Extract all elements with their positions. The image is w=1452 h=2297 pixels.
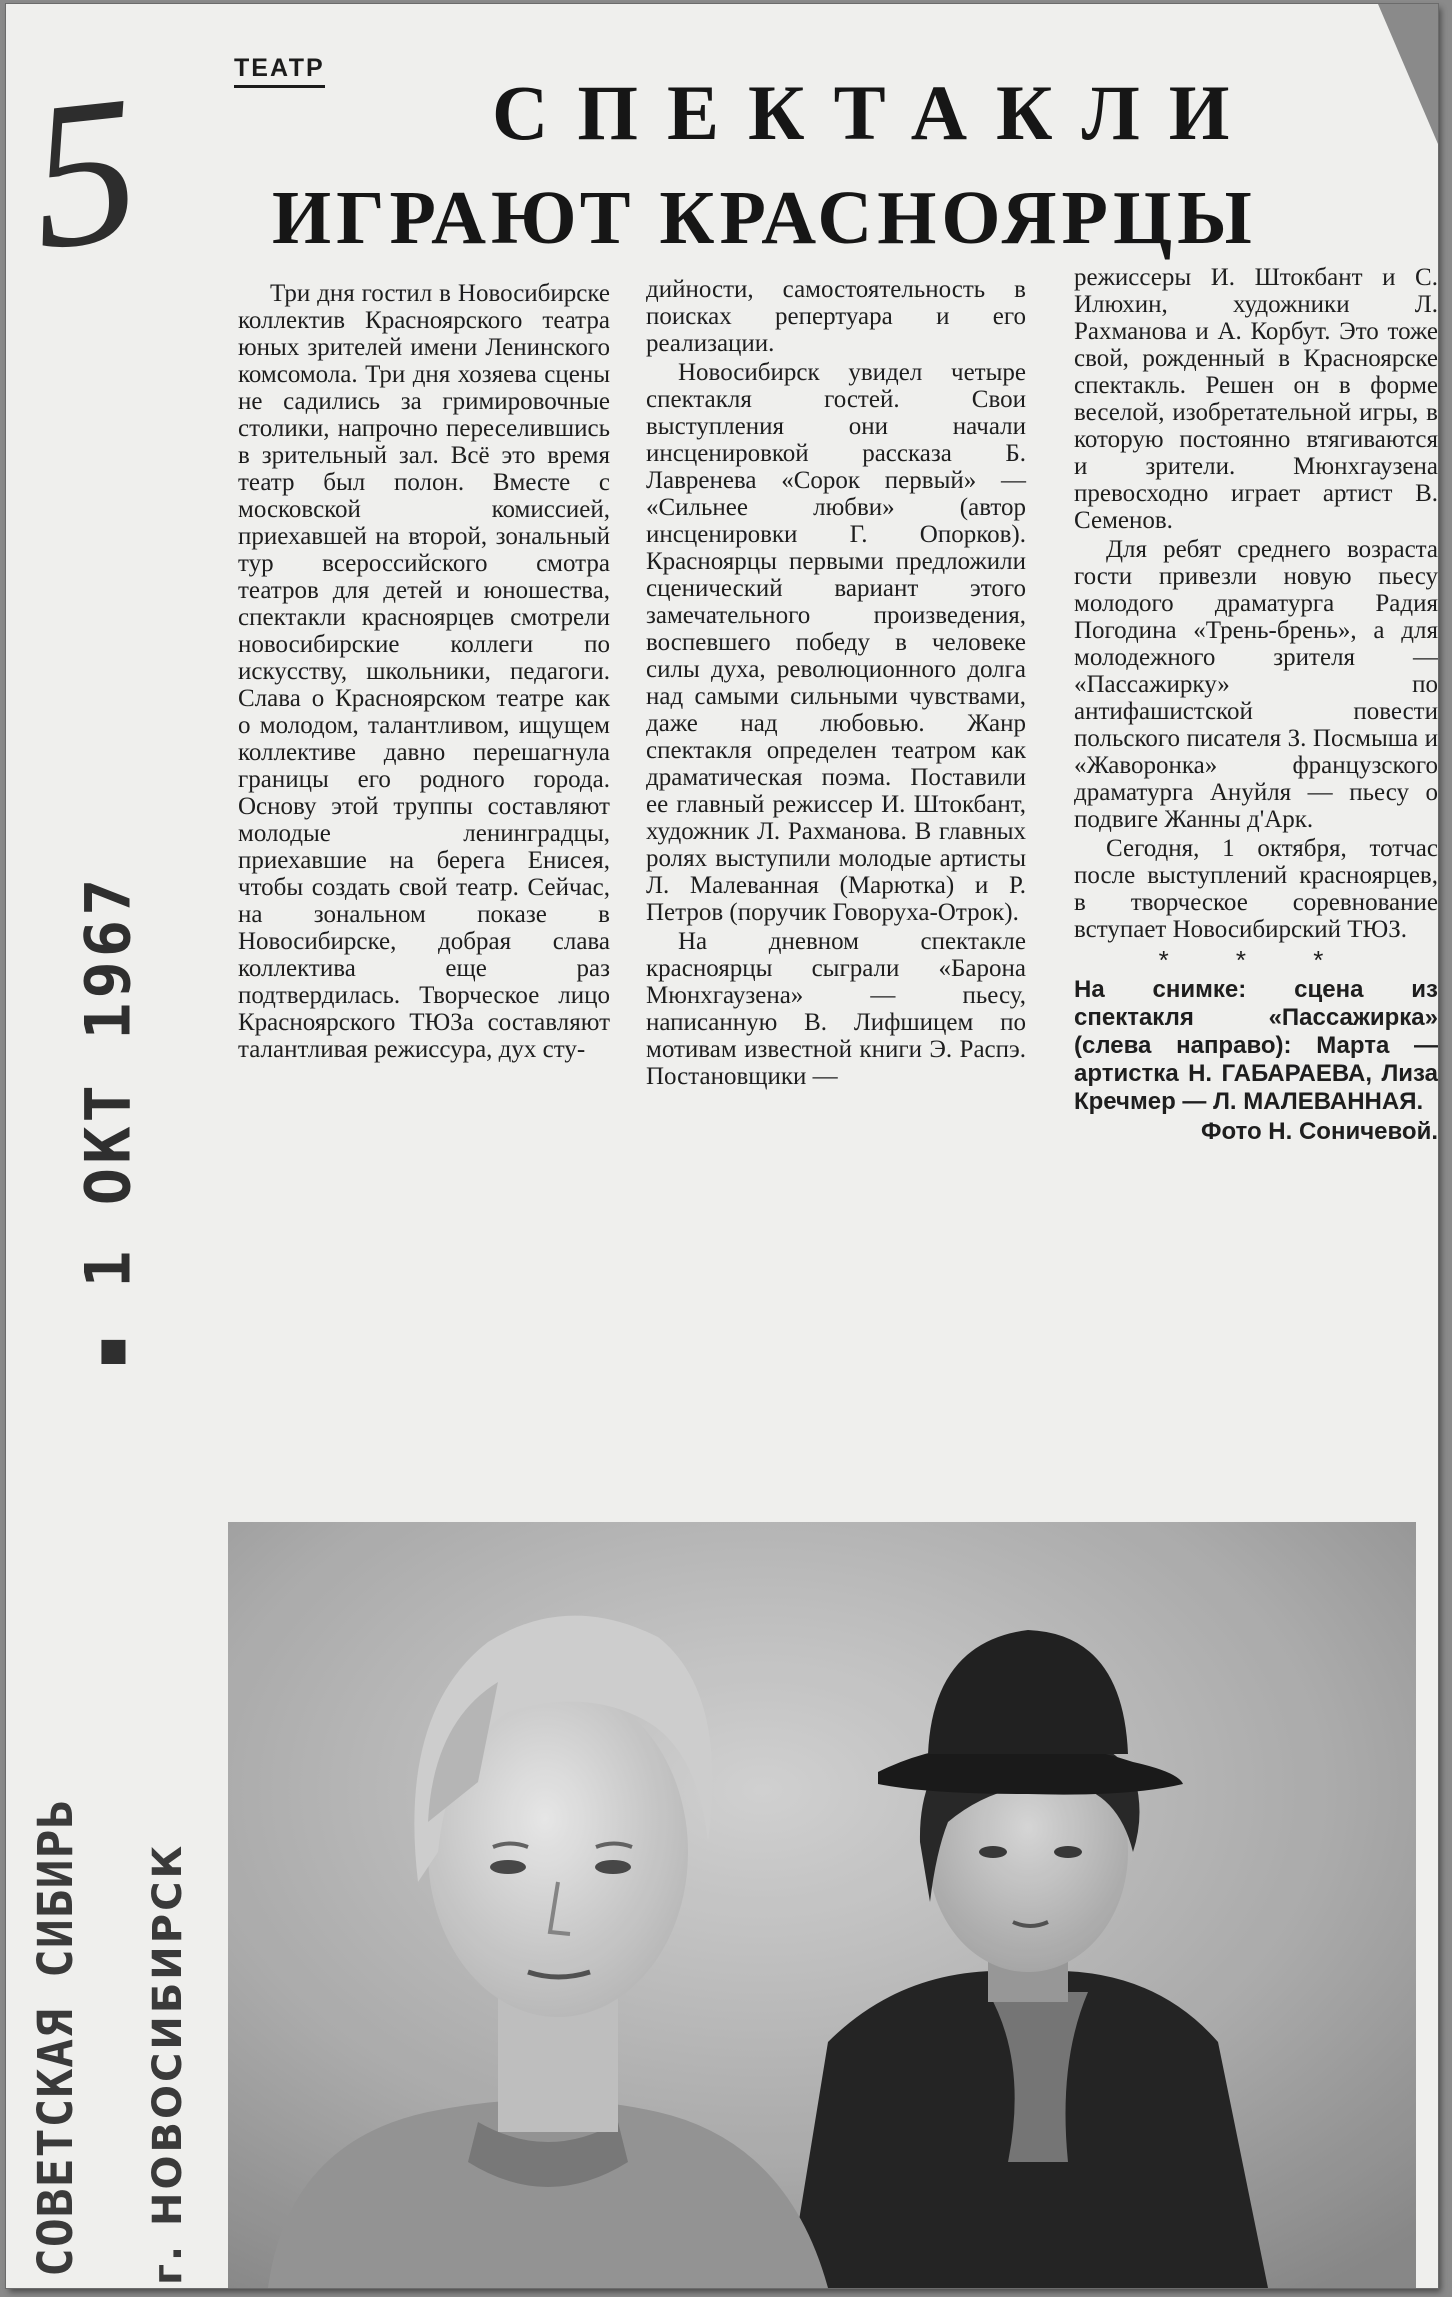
- article-paragraph: Новосибирск увидел четыре спектакля гостей. Свои выступления они начали инсценировкой рассказа Б. Лавренева «Сорок первый» — «Сильнее любви» (автор инсценировки Г. Опорков). Красноярцы первыми предложили сценический вариант этого замечательного произведения, воспевшего победу в человеке силы духа, революционного долга над самыми сильными чувствами, даже над любовью. Жанр спектакля определен театром как драматическая поэма. Поставили ее главный режиссер И. Штокбант, художник Л. Рахманова. В главных ролях выступили молодые артисты Л. Малеванная (Марютка) и Р. Петров (поручик Говоруха-Отрок).: [646, 359, 1026, 926]
- photo-caption: На снимке: сцена из спектакля «Пассажирка» (слева направо): Марта — артистка Н. ГАБАРАЕВА, Лиза Кречмер — Л. МАЛЕВАННАЯ.: [1074, 976, 1438, 1115]
- photo-credit: Фото Н. Соничевой.: [1200, 1118, 1438, 1145]
- handwritten-archive-number: 5: [20, 52, 149, 294]
- scene-photo: [228, 1522, 1416, 2288]
- newspaper-clipping: [6, 4, 1438, 2288]
- article-paragraph: Три дня гостил в Новосибирске коллектив Красноярского театра юных зрителей имени Ленинского комсомола. Три дня хозяева сцены не садились за гримировочные столики, напрочно переселившись в зрительный зал. Всё это время театр был полон. Вместе с московской комиссией, приехавшей на второй, зональный тур всероссийского смотра театров для детей и юношества, спектакли красноярцев смотрели новосибирские коллеги по искусству, школьники, педагоги. Слава о Красноярском театре как о молодом, талантливом, ищущем коллективе давно перешагнула границы его родного города. Основу этой труппы составляют молодые ленинградцы, приехавшие на берега Енисея, чтобы создать свой театр. Сейчас, на зональном показе в Новосибирске, добрая слава коллектива еще раз подтвердилась. Творческое лицо Красноярского ТЮЗа составляют талантливая режиссура, дух сту-: [238, 280, 610, 1063]
- article-column-1: [238, 280, 610, 1063]
- article-column-2: [646, 276, 1026, 1090]
- article-paragraph: дийности, самостоятельность в поисках репертуара и его реализации.: [646, 276, 1026, 357]
- article-column-3: [1074, 264, 1438, 1145]
- separator-stars: * * *: [1158, 945, 1354, 975]
- headline-line-1: СПЕКТАКЛИ: [492, 69, 1259, 156]
- headline-line-2: ИГРАЮТ КРАСНОЯРЦЫ: [272, 176, 1257, 260]
- section-label: ТЕАТР: [234, 54, 325, 88]
- article-paragraph: режиссеры И. Штокбант и С. Илюхин, художники Л. Рахманова и А. Корбут. Это тоже свой, рожденный в Красноярске спектакль. Решен он в форме веселой, изобретательной игры, в которую постоянно втягиваются и зрители. Мюнхгаузена превосходно играет артист В. Семенов.: [1074, 264, 1438, 534]
- date-stamp: ▪ 1 ОКТ 1967: [71, 874, 145, 1371]
- newspaper-name-stamp: СОВЕТСКАЯ СИБИРЬ: [28, 1798, 84, 2277]
- scene-photo-illustration: [228, 1522, 1416, 2288]
- article-paragraph: Сегодня, 1 октября, тотчас после выступлений красноярцев, в творческое соревнование вступает Новосибирский ТЮЗ.: [1074, 835, 1438, 943]
- city-stamp: г. НОВОСИБИРСК: [145, 1842, 191, 2285]
- article-paragraph: На дневном спектакле красноярцы сыграли «Барона Мюнхгаузена» — пьесу, написанную В. Лифшицем по мотивам известной книги Э. Распэ. Постановщики —: [646, 928, 1026, 1090]
- article-paragraph: Для ребят среднего возраста гости привезли новую пьесу молодого драматурга Радия Погодина «Трень-брень», а для молодежного зрителя — «Пассажирку» по антифашистской повести польского писателя З. Посмыша и «Жаворонка» французского драматурга Ануйля — пьесу о подвиге Жанны д'Арк.: [1074, 536, 1438, 833]
